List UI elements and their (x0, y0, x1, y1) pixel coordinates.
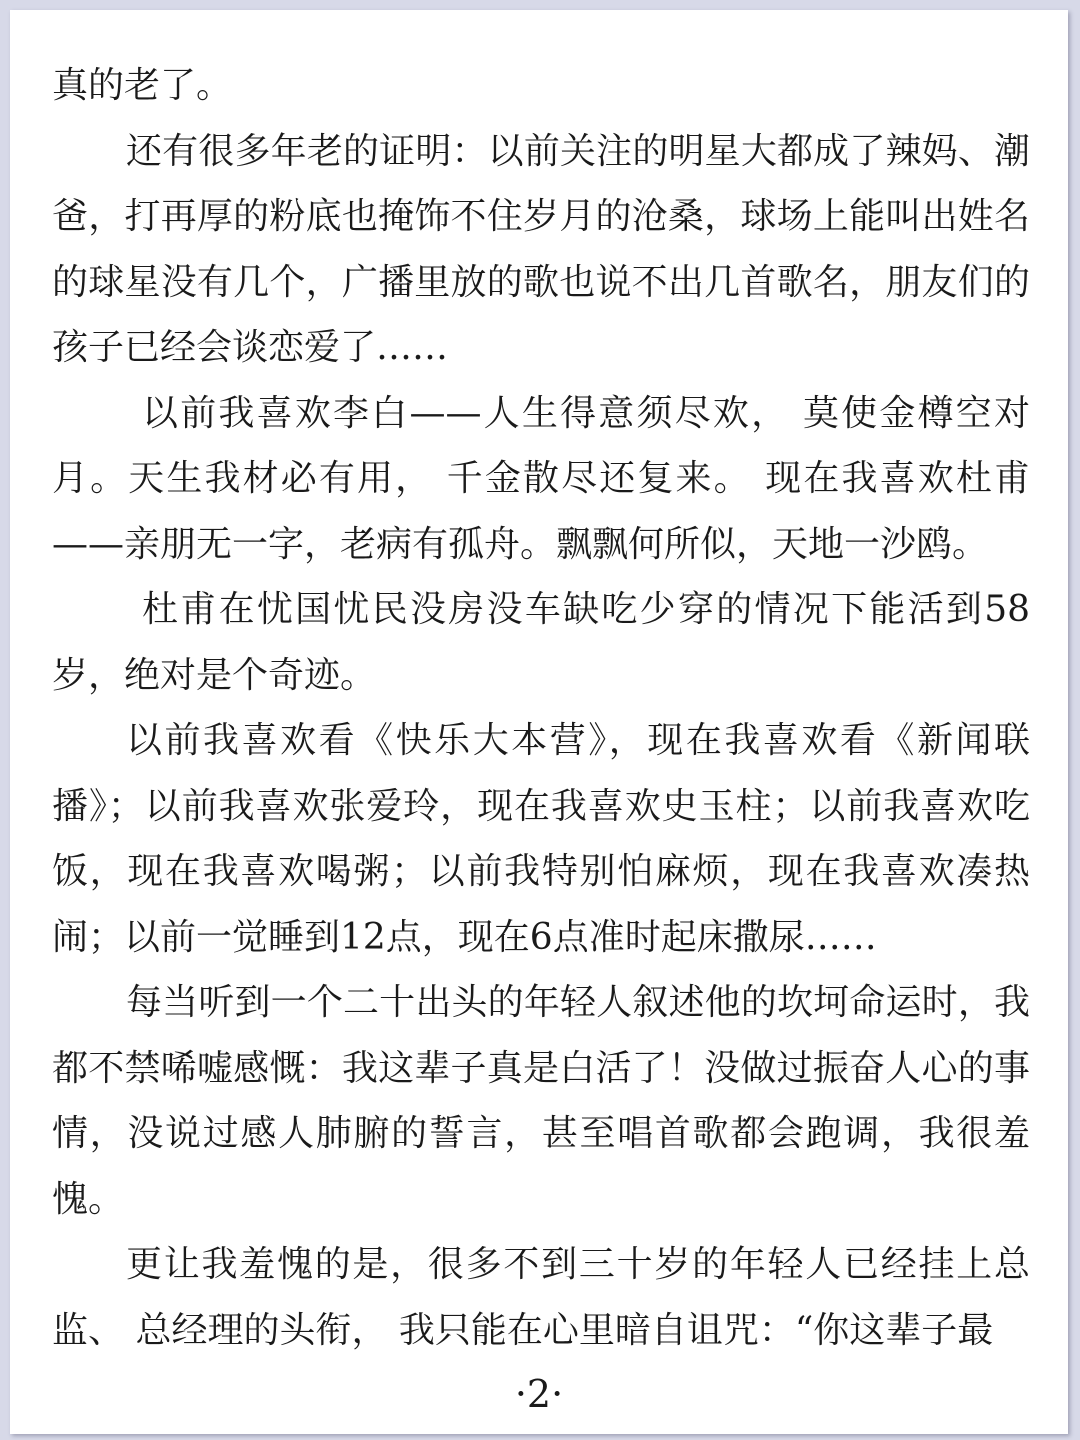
paragraph-7: 更让我羞愧的是，很多不到三十岁的年轻人已经挂上总监、 总经理的头衔， 我只能在心里暗自诅咒：“你这辈子最 (52, 1244, 1030, 1351)
paragraph-5: 以前我喜欢看《快乐大本营》，现在我喜欢看《新闻联播》；以前我喜欢张爱玲，现在我喜欢史玉柱；以前我喜欢吃饭，现在我喜欢喝粥；以前我特别怕麻烦，现在我喜欢凑热闹；以前一觉睡到12点，现在6点准时起床撒尿…… (52, 720, 1030, 958)
document-page (10, 10, 1068, 1434)
paragraph-2: 还有很多年老的证明：以前关注的明星大都成了辣妈、潮爸，打再厚的粉底也掩饰不住岁月的沧桑，球场上能叫出姓名的球星没有几个，广播里放的歌也说不出几首歌名，朋友们的孩子已经会谈恋爱了…… (52, 130, 1030, 368)
paragraph-1: 真的老了。 (52, 65, 233, 106)
paragraph-6: 每当听到一个二十出头的年轻人叙述他的坎坷命运时，我都不禁唏嘘感慨：我这辈子真是白活了！没做过振奋人心的事情，没说过感人肺腑的誓言，甚至唱首歌都会跑调，我很羞愧。 (52, 982, 1030, 1220)
page-number: ·2· (514, 1372, 564, 1416)
paragraph-3: 以前我喜欢李白——人生得意须尽欢， 莫使金樽空对月。天生我材必有用， 千金散尽还复来。 现在我喜欢杜甫——亲朋无一字，老病有孤舟。飘飘何所似，天地一沙鸥。 (52, 392, 1030, 565)
paragraph-4: 杜甫在忧国忧民没房没车缺吃少穿的情况下能活到58岁，绝对是个奇迹。 (52, 589, 1030, 696)
page-body-text (52, 53, 1030, 1363)
